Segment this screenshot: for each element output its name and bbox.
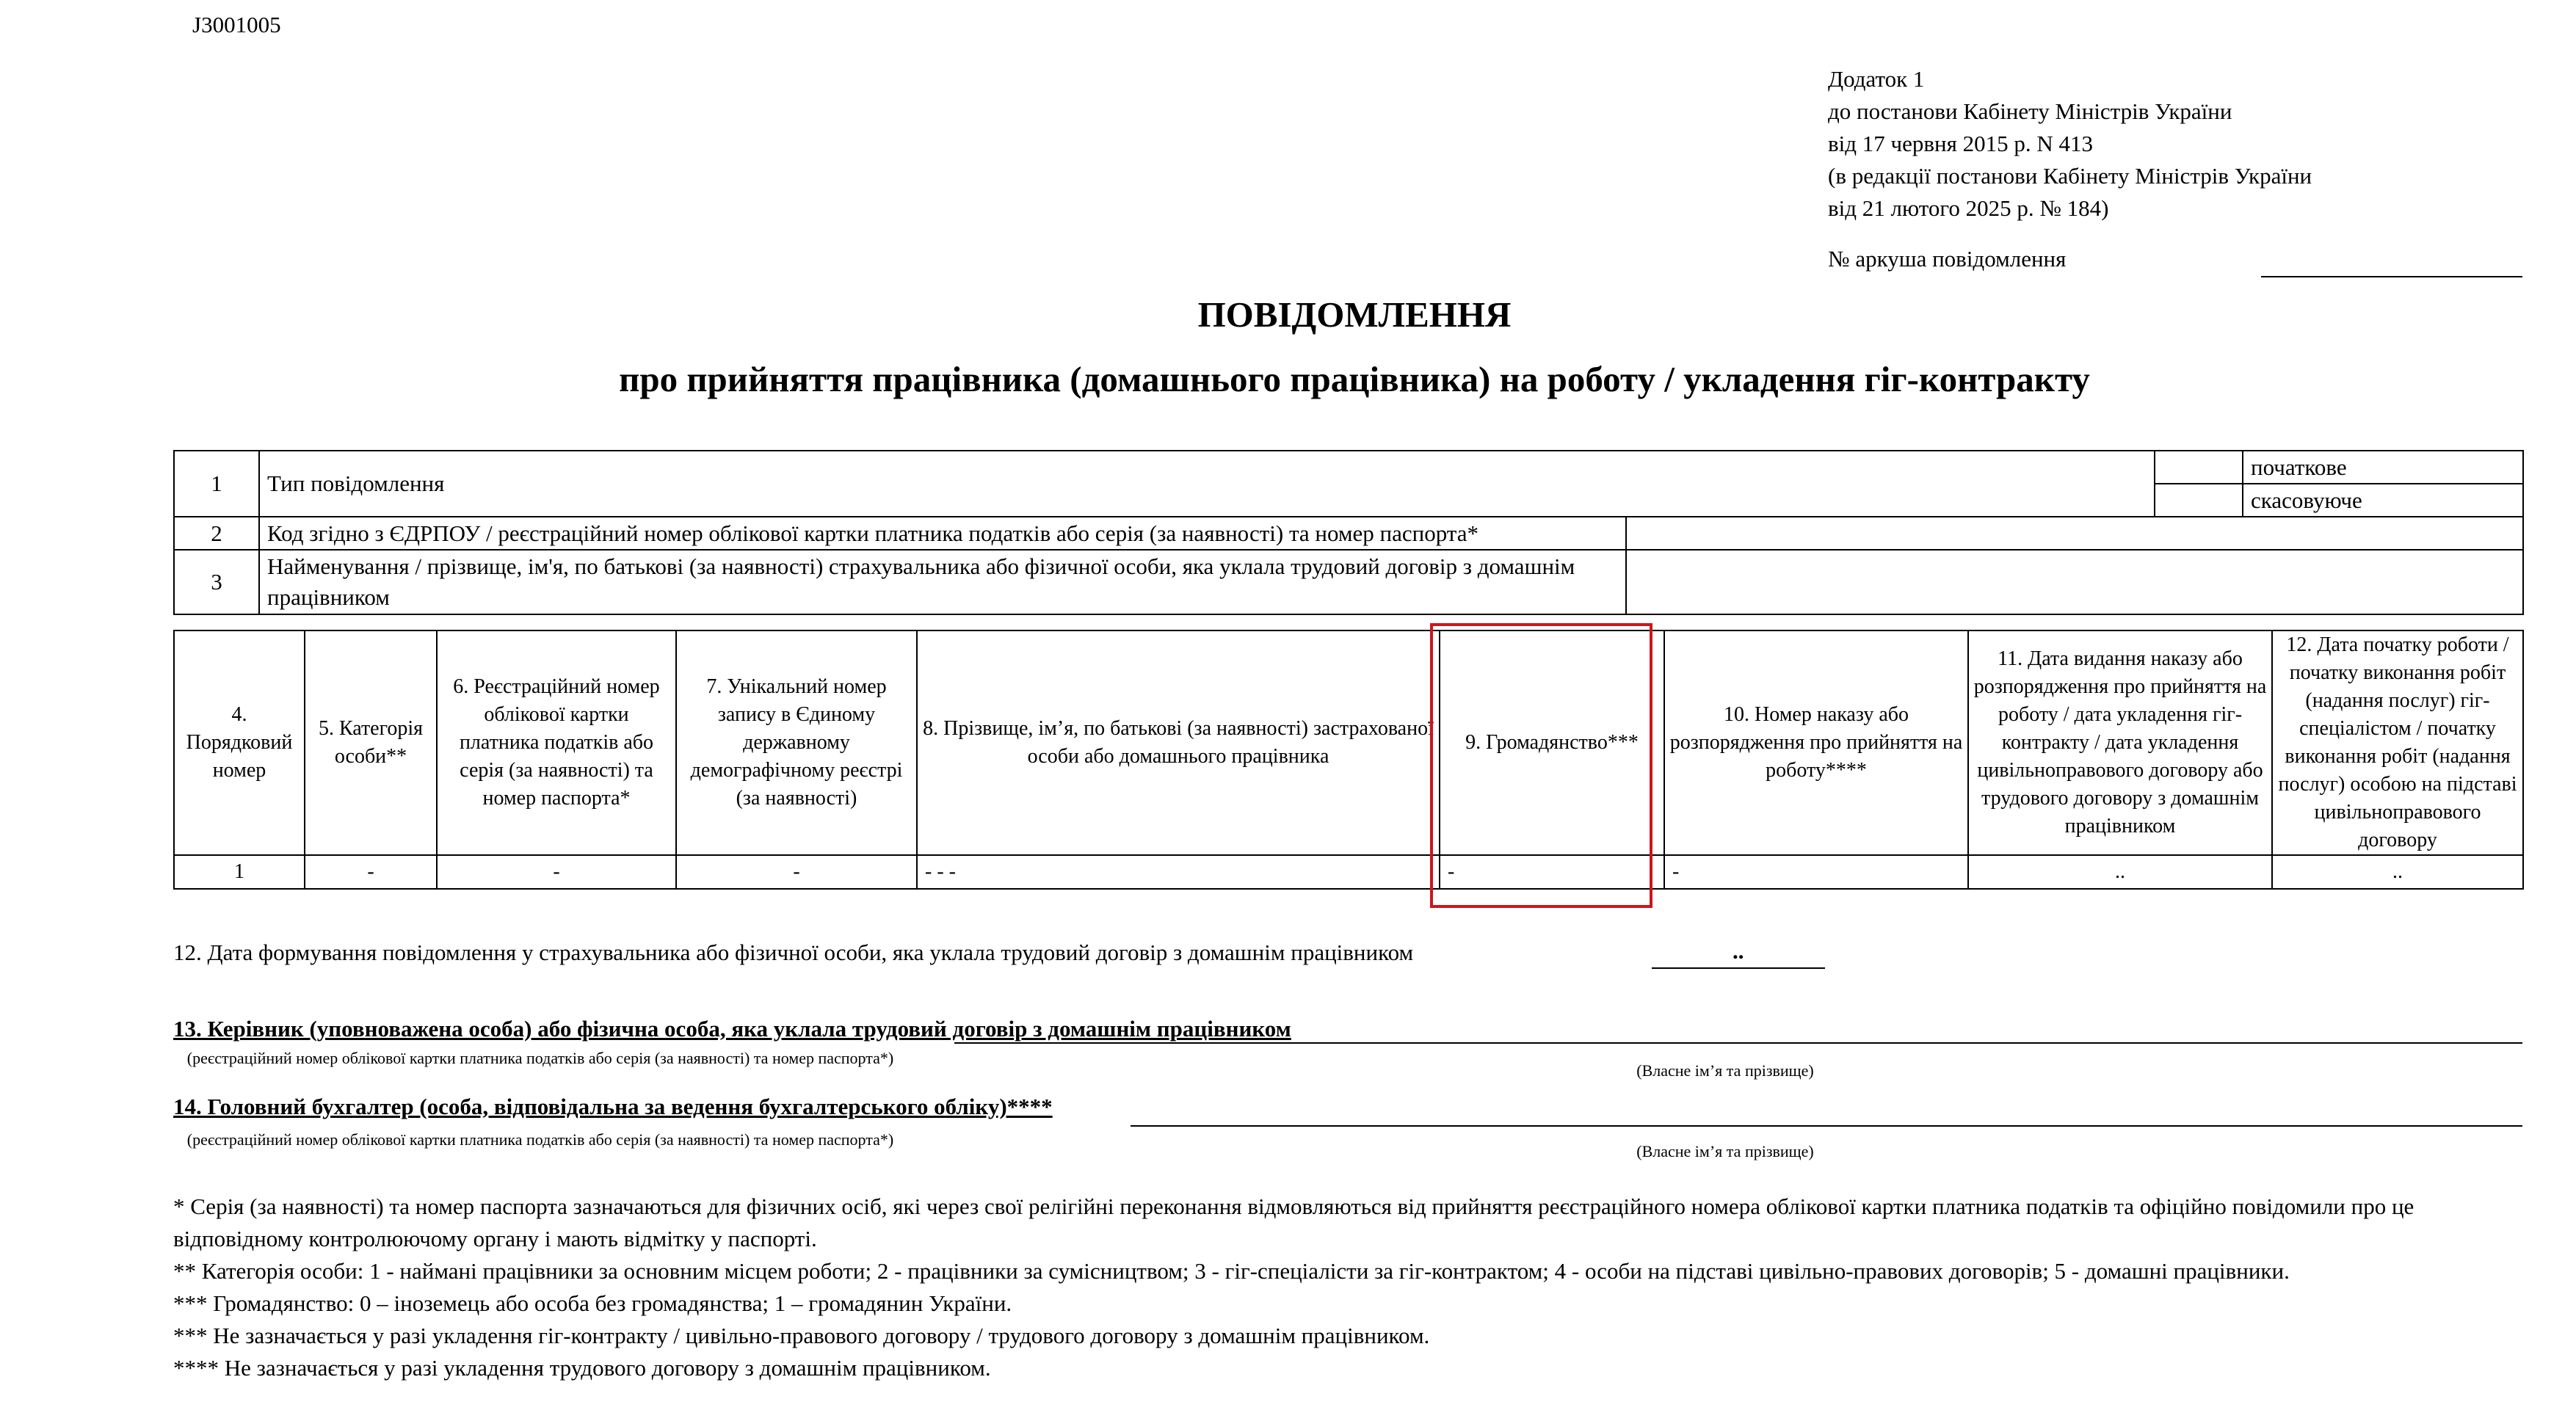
cell-tax-number[interactable]: - <box>437 855 676 889</box>
sheet-number-field[interactable] <box>2261 276 2522 277</box>
cell-start-date[interactable]: .. <box>2272 855 2523 889</box>
column-header: 4. Порядковий номер <box>174 630 305 855</box>
footnotes <box>173 1191 2530 1384</box>
header-info-table <box>173 450 2524 615</box>
addendum-line: Додаток 1 <box>1828 66 1925 92</box>
page-title: ПОВІДОМЛЕННЯ <box>1197 294 1512 335</box>
column-header: 11. Дата видання наказу або розпорядження про прийняття на роботу / дата укладення гіг-контракту / дата укладення цивільноправового договору або трудового договору з домашнім працівником <box>1968 630 2272 855</box>
table-row <box>174 855 2523 889</box>
notification-type-label: Тип повідомлення <box>259 451 2155 517</box>
employee-table <box>173 630 2524 890</box>
accountant-tax-note: (реєстраційний номер облікової картки платника податків або серія (за наявності) та номер паспорта*) <box>186 1130 894 1149</box>
accountant-title: 14. Головний бухгалтер (особа, відповідальна за ведення бухгалтерського обліку)**** <box>173 1094 1053 1119</box>
notification-type-check-cancel[interactable] <box>2155 484 2243 517</box>
cell-citizenship[interactable]: - <box>1440 855 1664 889</box>
footnote: *** Громадянство: 0 – іноземець або особа без громадянства; 1 – громадянин України. <box>173 1290 1012 1316</box>
column-header: 6. Реєстраційний номер облікової картки платника податків або серія (за наявності) та номер паспорта* <box>437 630 676 855</box>
footnote: * Серія (за наявності) та номер паспорта зазначаються для фізичних осіб, які через свої релігійні переконання відмовляються від прийняття реєстраційного номера облікової картки платника податків та офіційно повідомили про це відповідному контролюючому органу і мають відмітку у паспорті. <box>173 1193 2414 1251</box>
column-header: 10. Номер наказу або розпорядження про прийняття на роботу**** <box>1664 630 1968 855</box>
director-tax-note: (реєстраційний номер облікової картки платника податків або серія (за наявності) та номер паспорта*) <box>186 1049 894 1067</box>
formation-date-label: 12. Дата формування повідомлення у страхувальника або фізичної особи, яка уклала трудовий договір з домашнім працівником <box>173 940 1414 965</box>
addendum-line: (в редакції постанови Кабінету Міністрів України <box>1828 163 2312 189</box>
cell-demographic-id[interactable]: - <box>676 855 917 889</box>
column-header: 8. Прізвище, ім’я, по батькові (за наявності) застрахованої особи або домашнього працівника <box>917 630 1440 855</box>
director-signature-line[interactable] <box>954 1042 2522 1044</box>
document-code: J3001005 <box>192 12 281 37</box>
sheet-number-label: № аркуша повідомлення <box>1828 246 2067 272</box>
cell-order-number[interactable]: - <box>1664 855 1968 889</box>
cell-full-name[interactable]: - - - <box>917 855 1440 889</box>
addendum-line: до постанови Кабінету Міністрів України <box>1828 98 2232 124</box>
insurer-name-field[interactable] <box>1626 550 2523 614</box>
addendum-line: від 21 лютого 2025 р. № 184) <box>1828 195 2109 221</box>
notification-type-check-initial[interactable] <box>2155 451 2243 484</box>
accountant-name-caption: (Власне ім’я та прізвище) <box>1636 1142 1814 1160</box>
column-header: 7. Унікальний номер запису в Єдиному державному демографічному реєстрі (за наявності) <box>676 630 917 855</box>
insurer-name-label: Найменування / прізвище, ім'я, по батькові (за наявності) страхувальника або фізичної особи, яка уклала трудовий договір з домашнім працівником <box>259 550 1626 614</box>
footnote: ** Категорія особи: 1 - наймані працівники за основним місцем роботи; 2 - працівники за сумісництвом; 3 - гіг-спеціалісти за гіг-контрактом; 4 - особи на підставі цивільно-правових договорів; 5 - домашні працівники. <box>173 1258 2290 1284</box>
formation-date-line <box>1652 967 1825 969</box>
cell-row-number[interactable]: 1 <box>174 855 305 889</box>
citizenship-highlight-box <box>1430 623 1652 908</box>
addendum-line: від 17 червня 2015 р. N 413 <box>1828 131 2093 156</box>
column-header: 5. Категорія особи** <box>305 630 437 855</box>
footnote: **** Не зазначається у разі укладення трудового договору з домашнім працівником. <box>173 1355 991 1381</box>
row-number: 3 <box>174 550 259 614</box>
cell-order-date[interactable]: .. <box>1968 855 2272 889</box>
formation-date-value[interactable]: .. <box>1733 938 1744 964</box>
notification-type-option-cancel: скасовуюче <box>2243 484 2523 517</box>
director-name-caption: (Власне ім’я та прізвище) <box>1636 1061 1814 1080</box>
notification-type-option-initial: початкове <box>2243 451 2523 484</box>
row-number: 2 <box>174 517 259 550</box>
addendum-block <box>1828 63 2312 225</box>
accountant-signature-line[interactable] <box>1131 1125 2522 1127</box>
director-title: 13. Керівник (уповноважена особа) або фізична особа, яка уклала трудовий договір з домашнім працівником <box>173 1016 1291 1042</box>
column-header-citizenship: 9. Громадянство*** <box>1440 630 1664 855</box>
column-header: 12. Дата початку роботи / початку виконання робіт (надання послуг) гіг-спеціалістом / початку виконання робіт (надання послуг) особою на підставі цивільноправового договору <box>2272 630 2523 855</box>
edrpou-code-label: Код згідно з ЄДРПОУ / реєстраційний номер облікової картки платника податків або серія (за наявності) та номер паспорта* <box>259 517 1626 550</box>
row-number: 1 <box>174 451 259 517</box>
footnote: *** Не зазначається у разі укладення гіг-контракту / цивільно-правового договору / трудового договору з домашнім працівником. <box>173 1323 1430 1348</box>
edrpou-code-field[interactable] <box>1626 517 2523 550</box>
table-header-row <box>174 630 2523 855</box>
page-subtitle: про прийняття працівника (домашнього працівника) на роботу / укладення гіг-контракту <box>619 359 2090 399</box>
cell-category[interactable]: - <box>305 855 437 889</box>
